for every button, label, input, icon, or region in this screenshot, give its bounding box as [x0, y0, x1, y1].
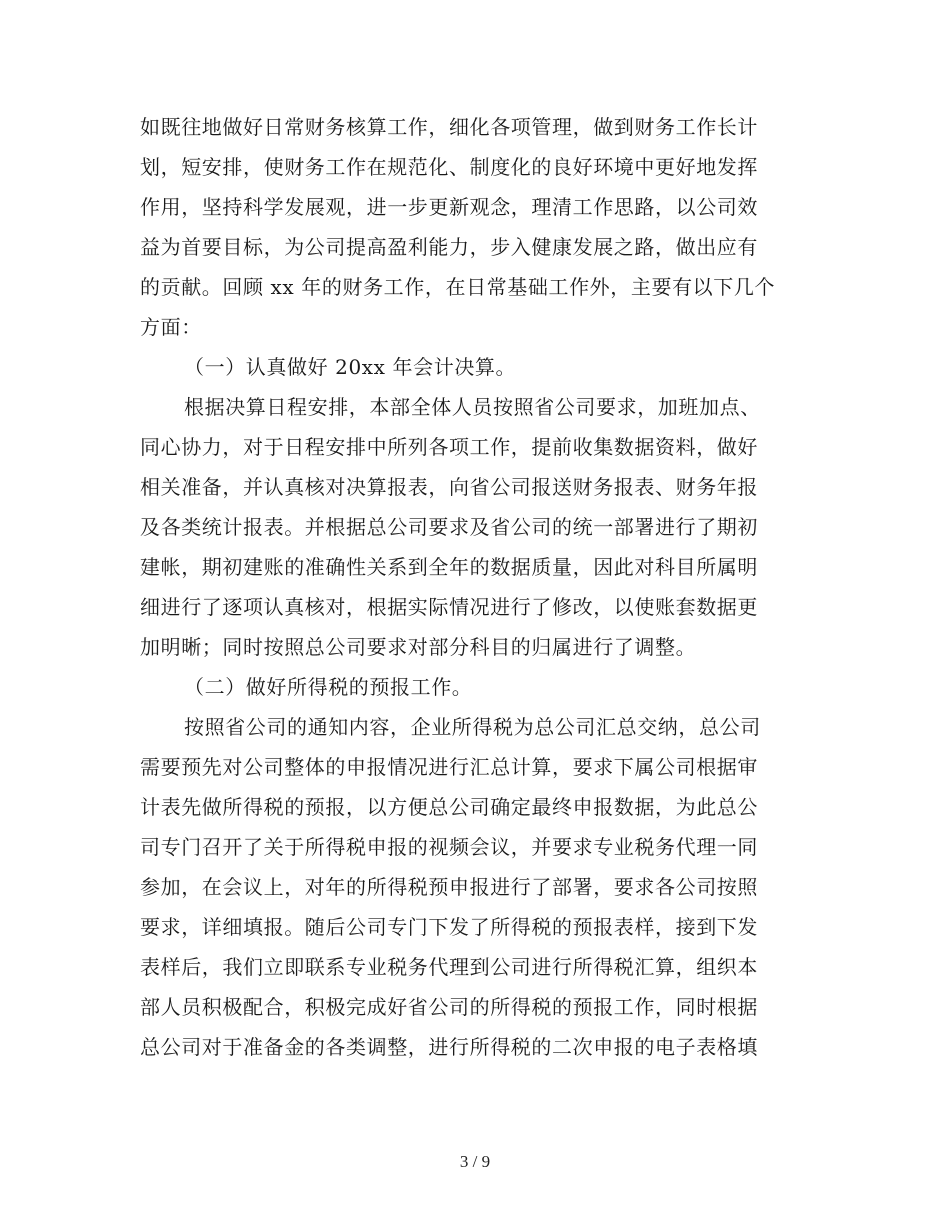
text-line: 如既往地做好日常财务核算工作，细化各项管理，做到财务工作长计	[140, 115, 758, 139]
text-line: 需要预先对公司整体的申报情况进行汇总计算，要求下属公司根据审	[140, 755, 758, 779]
text-line: 加明晰；同时按照总公司要求对部分科目的归属进行了调整。	[140, 635, 697, 659]
text-line: （一）认真做好 20xx 年会计决算。	[184, 355, 517, 379]
text-line: 表样后，我们立即联系专业税务代理到公司进行所得税汇算，组织本	[140, 955, 758, 979]
text-line: 部人员积极配合，积极完成好省公司的所得税的预报工作，同时根据	[140, 995, 758, 1019]
text-line: 相关准备，并认真核对决算报表，向省公司报送财务报表、财务年报	[140, 475, 758, 499]
text-line: 方面：	[140, 315, 202, 339]
text-line: 及各类统计报表。并根据总公司要求及省公司的统一部署进行了期初	[140, 515, 758, 539]
text-line: 的贡献。回顾 xx 年的财务工作，在日常基础工作外，主要有以下几个	[140, 275, 776, 299]
text-line: 按照省公司的通知内容，企业所得税为总公司汇总交纳，总公司	[184, 715, 761, 739]
text-line: 同心协力，对于日程安排中所列各项工作，提前收集数据资料，做好	[140, 435, 758, 459]
text-line: 细进行了逐项认真核对，根据实际情况进行了修改，以使账套数据更	[140, 595, 758, 619]
text-line: 司专门召开了关于所得税申报的视频会议，并要求专业税务代理一同	[140, 835, 758, 859]
document-body	[140, 107, 806, 1067]
text-line: 要求，详细填报。随后公司专门下发了所得税的预报表样，接到下发	[140, 915, 758, 939]
text-line: 划，短安排，使财务工作在规范化、制度化的良好环境中更好地发挥	[140, 155, 758, 179]
text-line: （二）做好所得税的预报工作。	[184, 675, 473, 699]
text-line: 作用，坚持科学发展观，进一步更新观念，理清工作思路，以公司效	[140, 195, 758, 219]
text-line: 总公司对于准备金的各类调整，进行所得税的二次申报的电子表格填	[140, 1035, 758, 1059]
text-line: 根据决算日程安排，本部全体人员按照省公司要求，加班加点、	[184, 395, 761, 419]
text-line: 建帐，期初建账的准确性关系到全年的数据质量，因此对科目所属明	[140, 555, 758, 579]
text-line: 益为首要目标，为公司提高盈利能力，步入健康发展之路，做出应有	[140, 235, 758, 259]
text-line: 参加，在会议上，对年的所得税预申报进行了部署，要求各公司按照	[140, 875, 758, 899]
text-line: 计表先做所得税的预报，以方便总公司确定最终申报数据，为此总公	[140, 795, 758, 819]
page-number: 3 / 9	[459, 1152, 491, 1171]
